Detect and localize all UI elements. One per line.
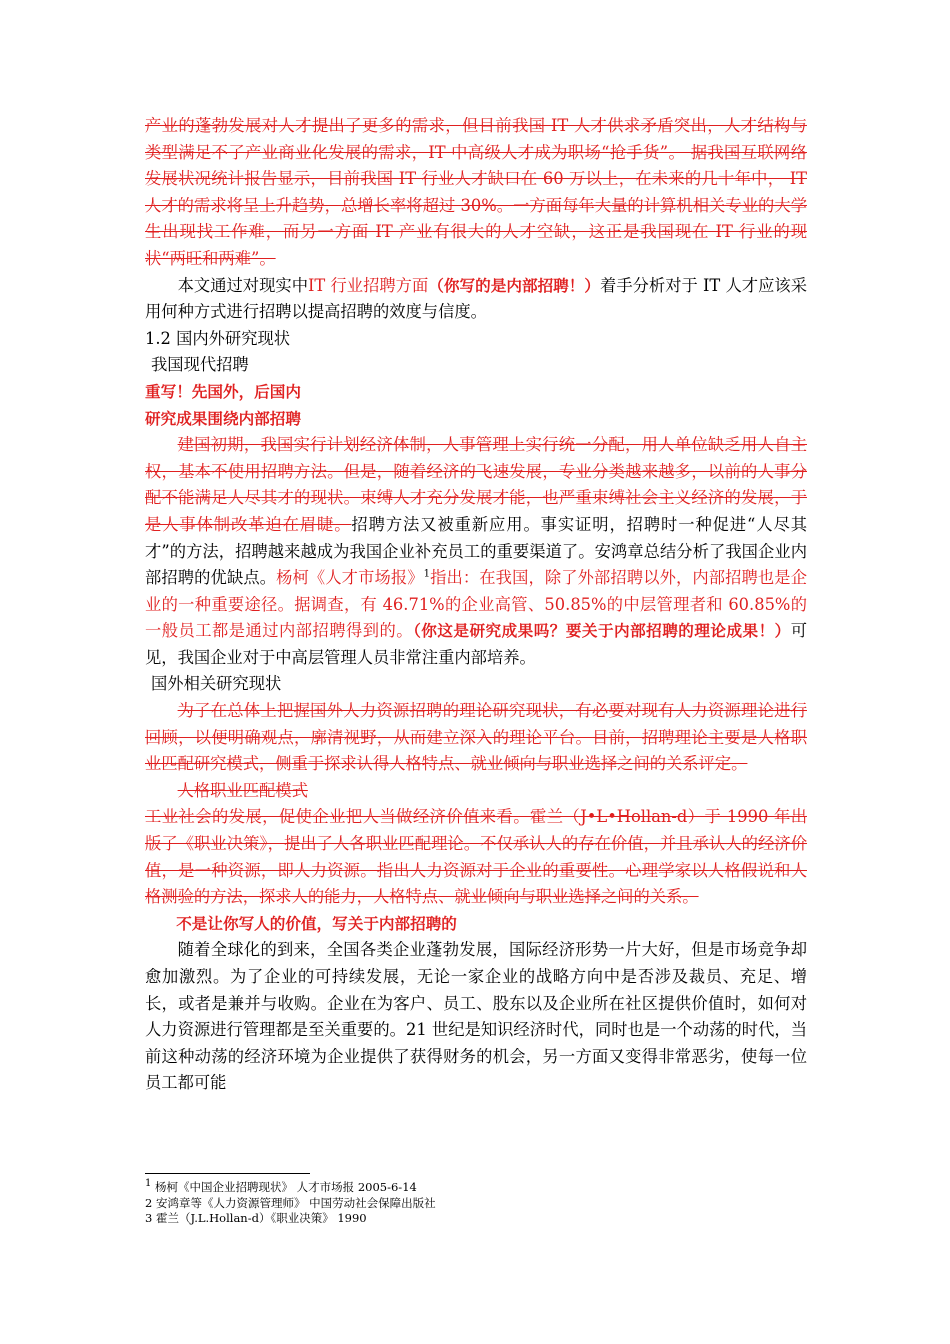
reviewer-comment-internal: （你写的是内部招聘！） — [428, 276, 601, 295]
reviewer-comment-focus: 研究成果围绕内部招聘 — [145, 409, 301, 428]
struck-heading-matching-model: 人格职业匹配模式 — [177, 780, 308, 800]
purpose-text-a: 本文通过对现实中 — [177, 275, 308, 295]
footnote-1-mark: 1 — [145, 1178, 152, 1190]
section-heading: 1.2 国内外研究现状 — [145, 328, 291, 348]
domestic-red-survey: 指出：在我国，除了外部招聘以外，内部招聘也是企业的一种重要途径。据调查，有 46.71%的企业高管、50.85%的中层管理者和 60.85%的一般员工都是通过内部招聘得到的。 — [145, 568, 807, 641]
footnote-1 — [145, 1180, 807, 1196]
paragraph-domestic-history — [145, 432, 807, 671]
subheading-domestic: 我国现代招聘 — [151, 355, 249, 375]
struck-paragraph-industry-demand: 产业的蓬勃发展对人才提出了更多的需求，但目前我国 IT 人才供求矛盾突出，人才结构与类型满足不了产业商业化发展的需求，IT 中高级人才成为职场“抢手货”。 据我国互联网络发展状况统计报告显示，目前我国 IT 行业人才缺口在 60 万以上，在未来的几十年中， IT 人才的需求将呈上升趋势，总增长率将超过 30%。一方面每年大量的计算机相关专业的大学生出现找工作难，而另一方面 IT 产业有很大的人才空缺，这正是我国现在 IT 行业的现状“两旺和两难”。 — [145, 116, 807, 268]
paragraph-globalization: 随着全球化的到来，全国各类企业蓬勃发展，国际经济形势一片大好，但是市场竞争却愈加激烈。为了企业的可持续发展，无论一家企业的战略方向中是否涉及裁员、充足、增长，或者是兼并与收购。企业在为客户、员工、股东以及企业所在社区提供价值时，如何对人力资源进行管理都是至关重要的。21 世纪是知识经济时代，同时也是一个动荡的时代，当前这种动荡的经济环境为企业提供了获得财务的机会，另一方面又变得非常恶劣，使每一位员工都可能 — [145, 940, 807, 1093]
reviewer-comment-rewrite: 重写！先国外，后国内 — [145, 382, 301, 401]
footnotes — [145, 1173, 807, 1227]
domestic-text-b: 可见，我国企业对于中高层管理人员非常注重内部培养。 — [145, 621, 807, 667]
footnote-1-text: 杨柯《中国企业招聘现状》 人才市场报 2005-6-14 — [151, 1180, 417, 1194]
footnote-ref-1: 1 — [423, 568, 431, 580]
struck-paragraph-foreign-theory: 为了在总体上把握国外人力资源招聘的理论研究现状，有必要对现有人力资源理论进行回顾，以便明确观点，廓清视野，从而建立深入的理论平台。目前，招聘理论主要是人格职业匹配研究模式，侧重于探求认得人格特点、就业倾向与职业选择之间的关系评定。 — [145, 701, 807, 774]
footnote-3: 3 霍兰（J.L.Hollan-d）《职业决策》 1990 — [145, 1211, 367, 1225]
paragraph-purpose — [145, 273, 807, 326]
footnote-2: 2 安鸿章等《人力资源管理师》 中国劳动社会保障出版社 — [145, 1195, 436, 1210]
reviewer-comment-theory: （你这是研究成果吗？要关于内部招聘的理论成果！） — [413, 622, 791, 641]
footnote-separator — [145, 1173, 310, 1174]
purpose-text-b: 着手分析对于 IT 人才应该采用何种方式进行招聘以提高招聘的效度与信度。 — [145, 275, 807, 322]
struck-text-planned-economy: 建国初期，我国实行计划经济体制，人事管理上实行统一分配，用人单位缺乏用人自主权，基本不使用招聘方法。但是，随着经济的飞速发展，专业分类越来越多，以前的人事分配不能满足人尽其才的现状。束缚人才充分发展才能，也严重束缚社会主义经济的发展，于是人事体制改革迫在眉睫。 — [145, 435, 807, 534]
subheading-foreign: 国外相关研究现状 — [151, 674, 282, 694]
domestic-red-citation: 杨柯《人才市场报》 — [276, 568, 424, 588]
document-body — [145, 113, 807, 1097]
domestic-text-a: 招聘方法又被重新应用。事实证明，招聘时一种促进“人尽其才”的方法，招聘越来越成为我国企业补充员工的重要渠道了。安鸿章总结分析了我国企业内部招聘的优缺点。 — [145, 514, 807, 588]
purpose-red-text: IT 行业招聘方面 — [308, 275, 429, 295]
struck-paragraph-holland: 工业社会的发展，促使企业把人当做经济价值来看。霍兰（J•L•Hollan-d）于 1990 年出版了《职业决策》，提出了人各职业匹配理论。不仅承认人的存在价值，并且承认人的经济价值，是一种资源，即人力资源。指出人力资源对于企业的重要性。心理学家以人格假说和人格测验的方法，探求人的能力，人格特点、就业倾向与职业选择之间的关系。 — [145, 807, 807, 907]
reviewer-comment-value: 不是让你写人的价值，写关于内部招聘的 — [176, 914, 457, 933]
